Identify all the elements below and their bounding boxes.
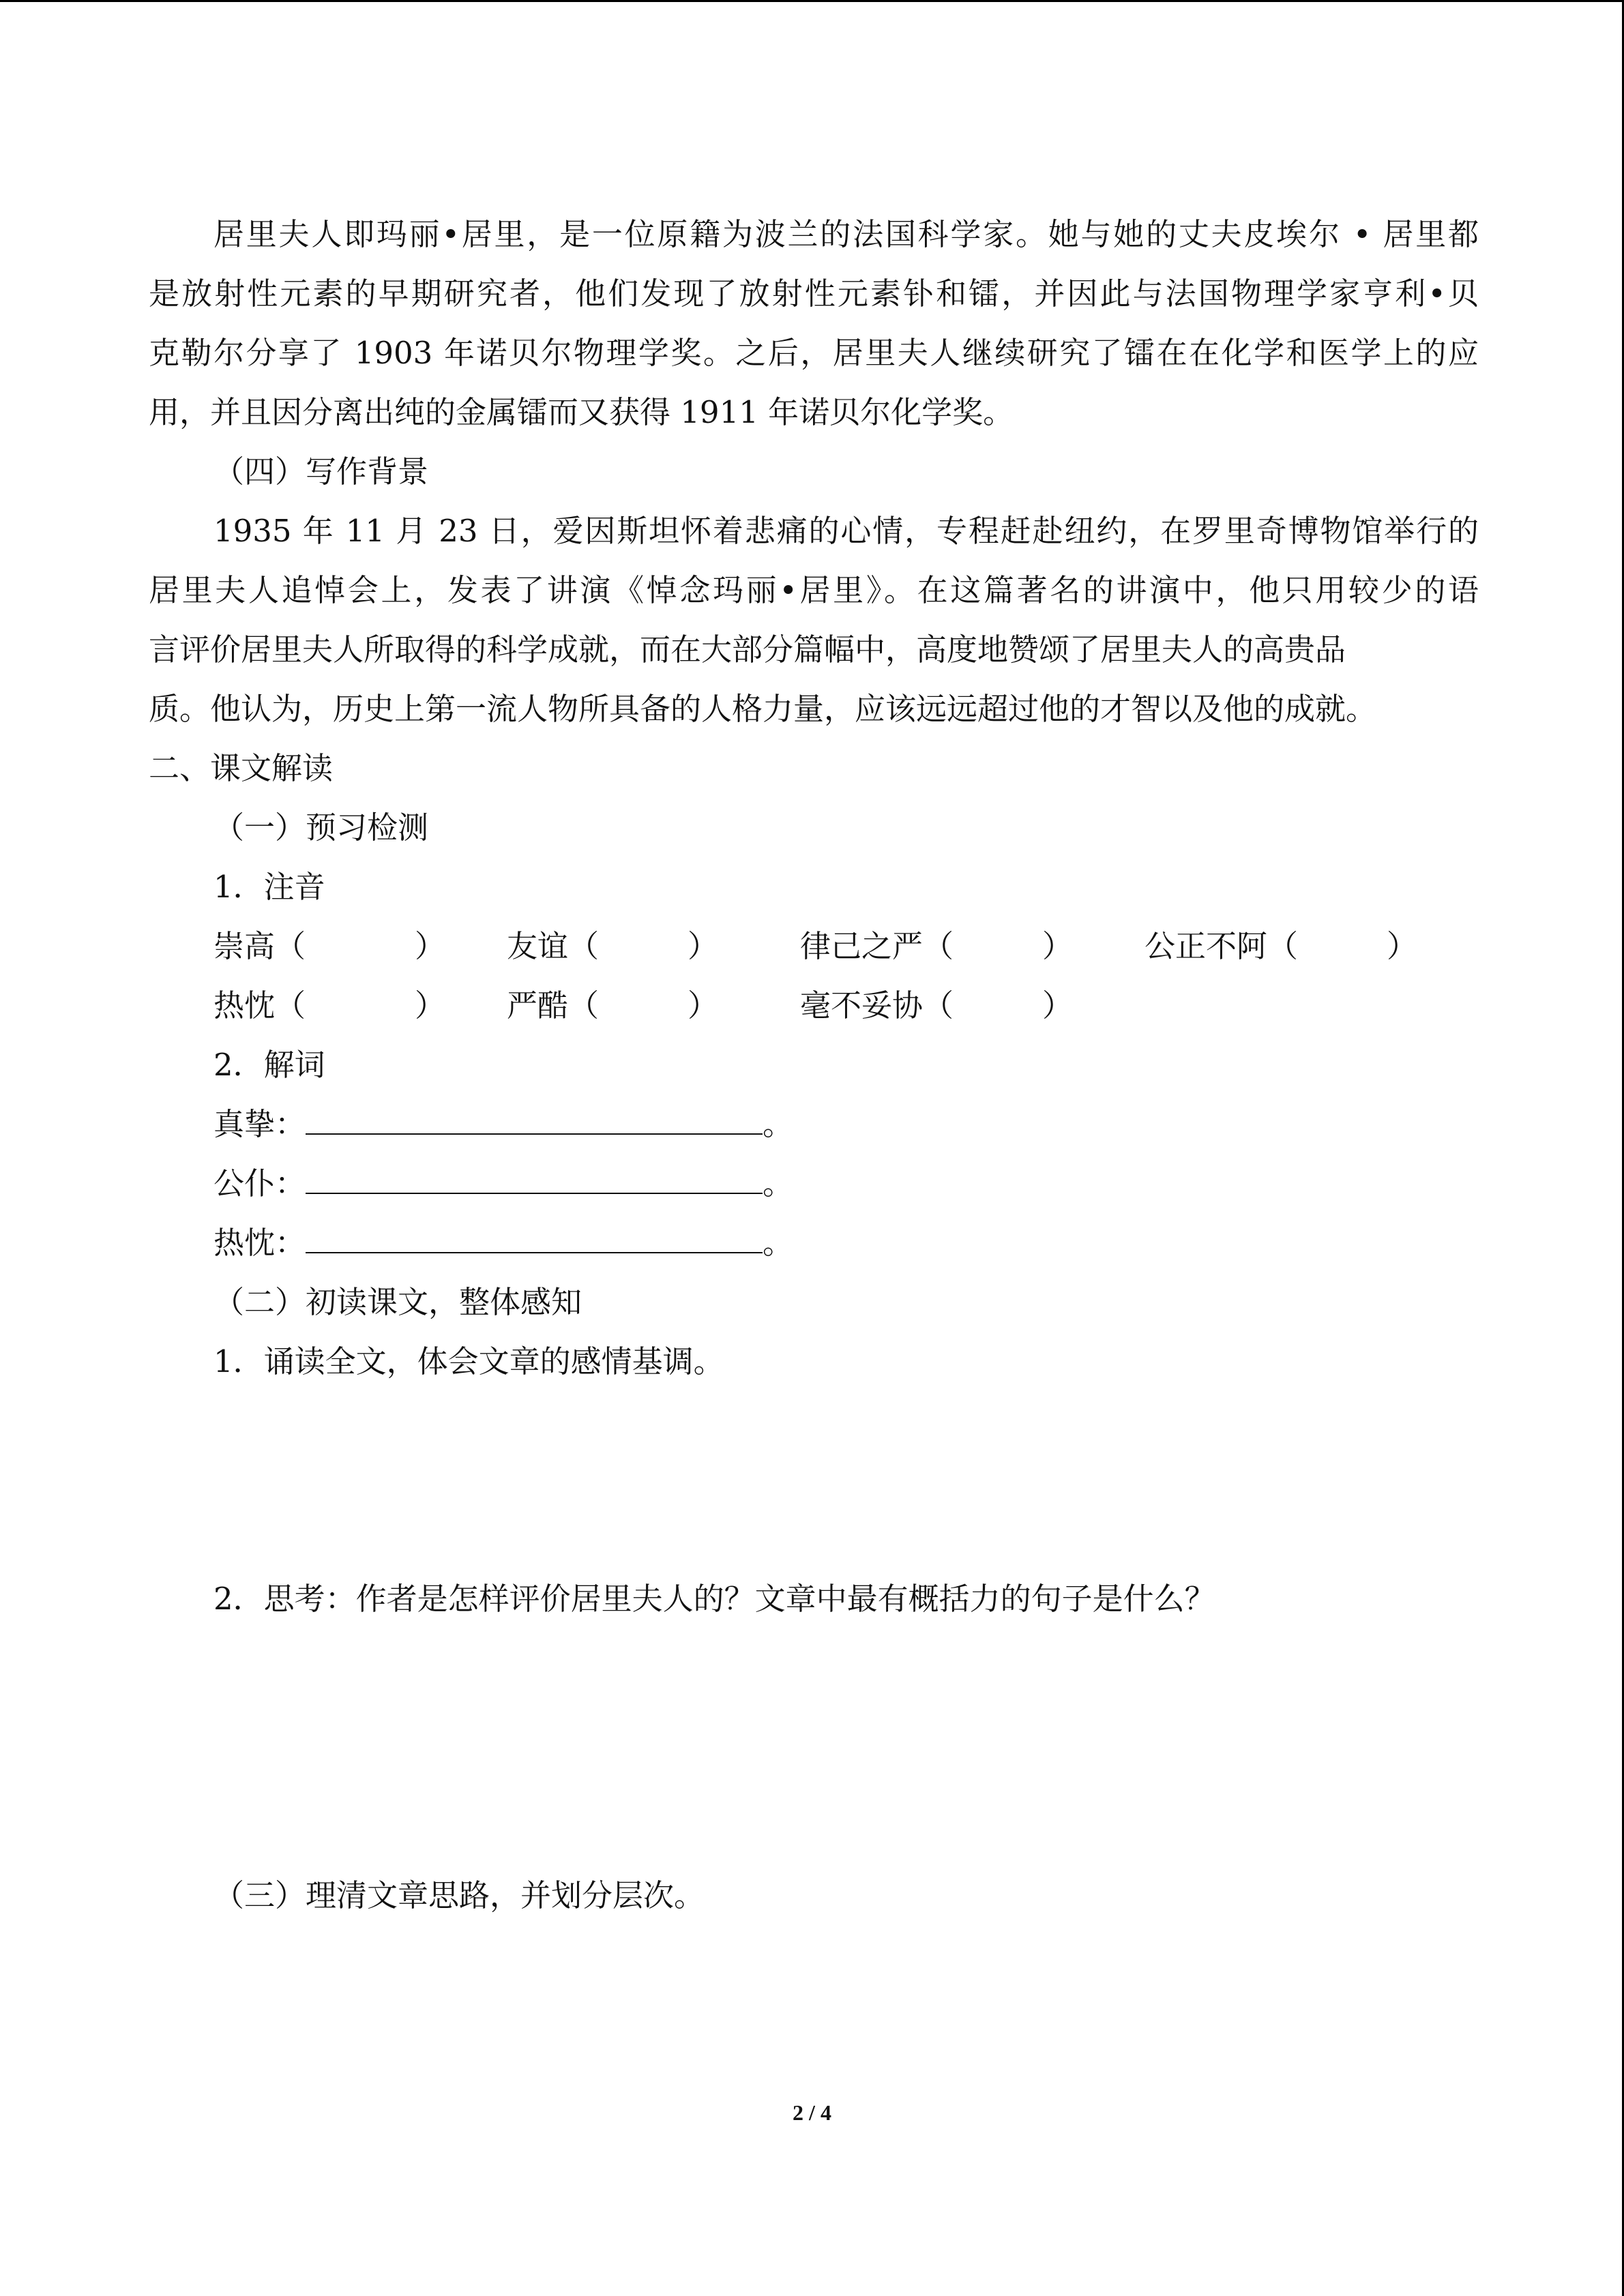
definition-row xyxy=(149,1094,1479,1154)
definition-row xyxy=(149,1154,1479,1213)
definition-term: 热忱： xyxy=(213,1225,306,1261)
pinyin-word: 崇高（ xyxy=(213,928,306,964)
pinyin-close: ） xyxy=(415,987,446,1024)
first-reading-question-2: 2．思考：作者是怎样评价居里夫人的？文章中最有概括力的句子是什么？ xyxy=(213,1581,1215,1617)
first-reading-title: （二）初读课文，整体感知 xyxy=(213,1284,582,1320)
pinyin-close: ） xyxy=(1387,928,1418,964)
definition-end: 。 xyxy=(763,1165,794,1202)
background-line-3: 言评价居里夫人所取得的科学成就，而在大部分篇幅中，高度地赞颂了居里夫人的高贵品 xyxy=(149,631,1346,668)
answer-space[interactable] xyxy=(149,1628,1479,1688)
first-reading-question-1: 1．诵读全文，体会文章的感情基调。 xyxy=(213,1343,724,1380)
document-body xyxy=(149,205,1479,1925)
definition-row xyxy=(149,1213,1479,1272)
definition-end: 。 xyxy=(763,1106,794,1142)
intro-line-3: 克勒尔分享了 1903 年诺贝尔物理学奖。之后，居里夫人继续研究了镭在在化学和医学上的应 xyxy=(149,335,1479,371)
definition-answer-line[interactable] xyxy=(306,1159,763,1194)
pinyin-row-2 xyxy=(149,976,1479,1035)
pinyin-word: 热忱（ xyxy=(213,987,306,1024)
intro-line-1: 居里夫人即玛丽•居里，是一位原籍为波兰的法国科学家。她与她的丈夫皮埃尔 • 居里都 xyxy=(213,216,1479,252)
definition-end: 。 xyxy=(763,1225,794,1261)
background-line-1: 1935 年 11 月 23 日，爱因斯坦怀着悲痛的心情，专程赶赴纽约，在罗里奇博物馆举行的 xyxy=(213,513,1479,549)
definition-answer-line[interactable] xyxy=(306,1099,763,1135)
pinyin-item[interactable] xyxy=(213,976,507,1035)
background-line-4: 质。他认为，历史上第一流人物所具备的人格力量，应该远远超过他的才智以及他的成就。 xyxy=(149,691,1377,727)
definition-term: 公仆： xyxy=(213,1165,306,1202)
answer-space[interactable] xyxy=(149,1806,1479,1866)
pinyin-item[interactable] xyxy=(507,976,800,1035)
pinyin-close: ） xyxy=(688,928,719,964)
structure-section-title: （三）理清文章思路，并划分层次。 xyxy=(213,1877,705,1913)
pinyin-item[interactable] xyxy=(800,916,1145,976)
pinyin-word: 毫不妥协（ xyxy=(800,987,954,1024)
answer-space[interactable] xyxy=(149,1747,1479,1806)
answer-space[interactable] xyxy=(149,1391,1479,1450)
pinyin-item[interactable] xyxy=(507,916,800,976)
pinyin-close: ） xyxy=(1042,987,1074,1024)
pinyin-item[interactable] xyxy=(800,976,1145,1035)
intro-line-4: 用，并且因分离出纯的金属镭而又获得 1911 年诺贝尔化学奖。 xyxy=(149,394,1014,430)
page-number: 2 / 4 xyxy=(793,2100,831,2125)
define-question-title: 2．解词 xyxy=(213,1047,325,1083)
intro-line-2: 是放射性元素的早期研究者，他们发现了放射性元素钋和镭，并因此与法国物理学家亨利•贝 xyxy=(149,275,1479,312)
section4-title: （四）写作背景 xyxy=(213,453,429,490)
preview-check-title: （一）预习检测 xyxy=(213,809,429,846)
pinyin-close: ） xyxy=(1042,928,1074,964)
pinyin-close: ） xyxy=(415,928,446,964)
pinyin-item[interactable] xyxy=(1145,916,1458,976)
pinyin-question-title: 1．注音 xyxy=(213,869,325,905)
pinyin-word: 严酷（ xyxy=(507,987,600,1024)
pinyin-word: 公正不阿（ xyxy=(1145,928,1299,964)
pinyin-word: 友谊（ xyxy=(507,928,600,964)
part2-title: 二、课文解读 xyxy=(149,750,334,786)
page-border-top xyxy=(0,0,1624,2)
pinyin-item[interactable] xyxy=(213,916,507,976)
answer-space[interactable] xyxy=(149,1510,1479,1569)
definition-term: 真挚： xyxy=(213,1106,306,1142)
definition-answer-line[interactable] xyxy=(306,1218,763,1253)
pinyin-close: ） xyxy=(688,987,719,1024)
background-line-2: 居里夫人追悼会上，发表了讲演《悼念玛丽•居里》。在这篇著名的讲演中，他只用较少的语 xyxy=(149,572,1479,608)
pinyin-row-1 xyxy=(149,916,1479,976)
answer-space[interactable] xyxy=(149,1688,1479,1747)
answer-space[interactable] xyxy=(149,1450,1479,1510)
pinyin-word: 律己之严（ xyxy=(800,928,954,964)
